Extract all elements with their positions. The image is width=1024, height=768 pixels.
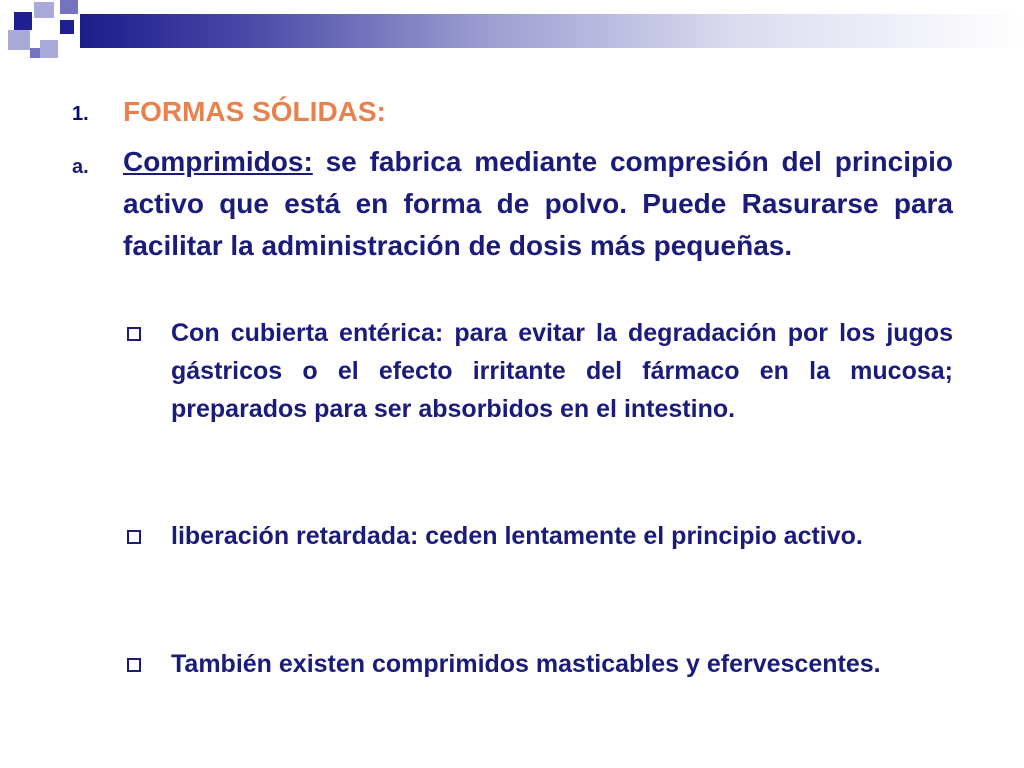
list-number: 1. <box>72 103 89 125</box>
section-heading: FORMAS SÓLIDAS: <box>123 96 386 127</box>
item-letter: a. <box>72 156 89 178</box>
item-text: se fabrica mediante compresión del principio activo que está en forma de polvo. Puede Rasurarse para facilitar la administración de dosis más pequeñas. <box>123 146 953 261</box>
item-term: Comprimidos: <box>123 146 313 177</box>
sub-item: liberación retardada: ceden lentamente el principio activo. <box>171 522 863 550</box>
hollow-square-bullet-icon <box>127 327 141 341</box>
item-paragraph <box>123 141 953 267</box>
hollow-square-bullet-icon <box>127 658 141 672</box>
sub-item: También existen comprimidos masticables y efervescentes. <box>171 650 881 678</box>
sub-item: Con cubierta entérica: para evitar la degradación por los jugos gástricos o el efecto irritante del fármaco en la mucosa; preparados para ser absorbidos en el intestino. <box>171 319 953 423</box>
hollow-square-bullet-icon <box>127 530 141 544</box>
